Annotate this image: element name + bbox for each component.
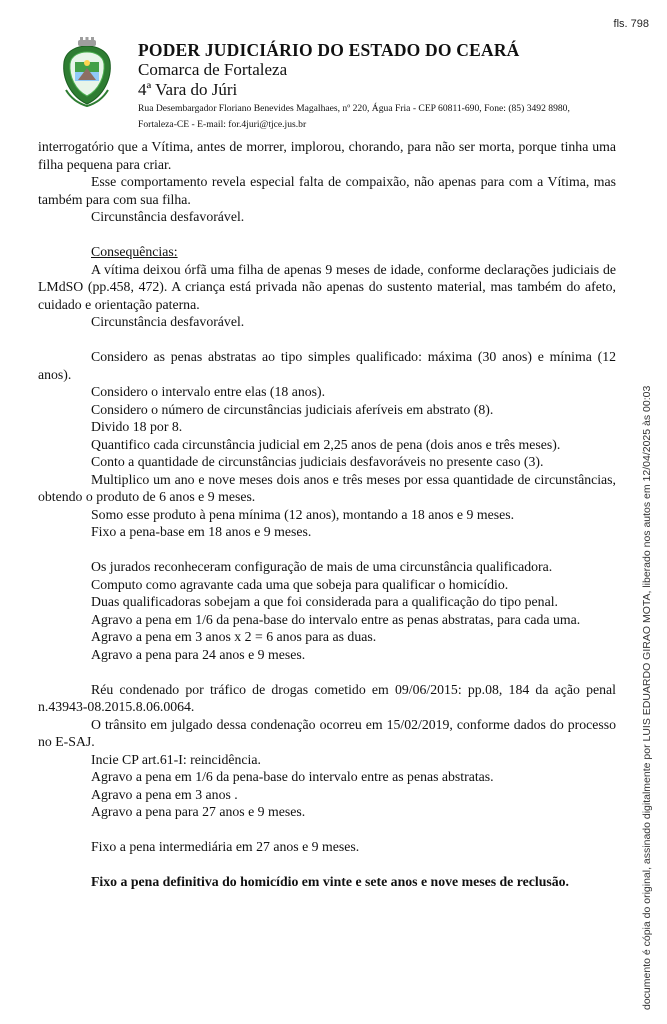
paragraph: O trânsito em julgado dessa condenação ocorreu em 15/02/2019, conforme dados do processo no E-SAJ. xyxy=(38,716,616,749)
paragraph: Circunstância desfavorável. xyxy=(91,314,245,329)
paragraph: Agravo a pena em 3 anos . xyxy=(91,786,238,802)
paragraph: Divido 18 por 8. xyxy=(91,419,183,434)
section-heading-consequencias: Consequências: xyxy=(91,244,178,259)
paragraph: Os jurados reconheceram configuração de mais de uma circunstância qualificadora. xyxy=(91,559,553,574)
paragraph: Agravo a pena em 3 anos x 2 = 6 anos para as duas. xyxy=(91,629,377,644)
paragraph: Agravo a pena para 27 anos e 9 meses. xyxy=(91,804,306,819)
paragraph: A vítima deixou órfã uma filha de apenas 9 meses de idade, conforme declarações judiciais de LMdSO (pp.458, 472). A criança está privada não apenas do sustento material, mas também do afeto, cuidado e orientação paterna. xyxy=(38,261,616,312)
paragraph: Circunstância desfavorável. xyxy=(91,209,245,224)
digital-signature-stamp: documento é cópia do original, assinado digitalmente por LUIS EDUARDO GIRAO MOTA, liberado nos autos em 12/04/2025 às 00:03 xyxy=(641,385,653,1010)
paragraph: Agravo a pena em 1/6 da pena-base do intervalo entre as penas abstratas. xyxy=(91,769,494,784)
paragraph: Considero o número de circunstâncias judiciais aferíveis em abstrato (8). xyxy=(91,401,494,417)
paragraph: Considero o intervalo entre elas (18 anos). xyxy=(91,384,326,399)
paragraph: Conto a quantidade de circunstâncias judiciais desfavoráveis no presente caso (3). xyxy=(91,454,544,469)
paragraph: Esse comportamento revela especial falta de compaixão, não apenas para com a Vítima, mas também para com sua filha. xyxy=(38,174,616,207)
paragraph: Computo como agravante cada uma que sobeja para qualificar o homicídio. xyxy=(91,576,509,592)
paragraph: Incie CP art.61-I: reincidência. xyxy=(91,751,261,767)
paragraph: Fixo a pena intermediária em 27 anos e 9 meses. xyxy=(91,839,360,854)
page-number: fls. 798 xyxy=(613,18,649,30)
paragraph: Agravo a pena para 24 anos e 9 meses. xyxy=(91,646,306,662)
district-name: Comarca de Fortaleza xyxy=(138,60,288,79)
letterhead xyxy=(138,40,570,132)
paragraph: Somo esse produto à pena mínima (12 anos), montando a 18 anos e 9 meses. xyxy=(91,506,515,522)
address-line-2: Fortaleza-CE - E-mail: for.4juri@tjce.jus.br xyxy=(138,119,307,130)
paragraph: Agravo a pena em 1/6 da pena-base do intervalo entre as penas abstratas, para cada uma. xyxy=(91,611,581,627)
final-sentence: Fixo a pena definitiva do homicídio em vinte e sete anos e nove meses de reclusão. xyxy=(91,874,569,889)
document-body xyxy=(38,138,616,891)
paragraph: Multiplico um ano e nove meses dois anos e três meses por essa quantidade de circunstâncias, obtendo o produto de 6 anos e 9 meses. xyxy=(38,471,616,504)
address-line-1: Rua Desembargador Floriano Benevides Magalhaes, nº 220, Água Fria - CEP 60811-690, Fone: (85) 3492 8980, xyxy=(138,103,570,114)
paragraph: Fixo a pena-base em 18 anos e 9 meses. xyxy=(91,524,312,539)
paragraph: Quantifico cada circunstância judicial em 2,25 anos de pena (dois anos e três meses). xyxy=(91,436,561,452)
ceara-coat-of-arms-logo xyxy=(58,36,116,108)
paragraph: Réu condenado por tráfico de drogas cometido em 09/06/2015: pp.08, 184 da ação penal n.43943-08.2015.8.06.0064. xyxy=(38,681,616,714)
paragraph: Considero as penas abstratas ao tipo simples qualificado: máxima (30 anos) e mínima (12 anos). xyxy=(38,349,616,382)
paragraph: Duas qualificadoras sobejam a que foi considerada para a qualificação do tipo penal. xyxy=(91,594,558,609)
court-name: PODER JUDICIÁRIO DO ESTADO DO CEARÁ xyxy=(138,40,520,60)
paragraph: interrogatório que a Vítima, antes de morrer, implorou, chorando, para não ser morta, porque tinha uma filha pequena para criar. xyxy=(38,139,616,172)
court-unit: 4ª Vara do Júri xyxy=(138,80,238,99)
